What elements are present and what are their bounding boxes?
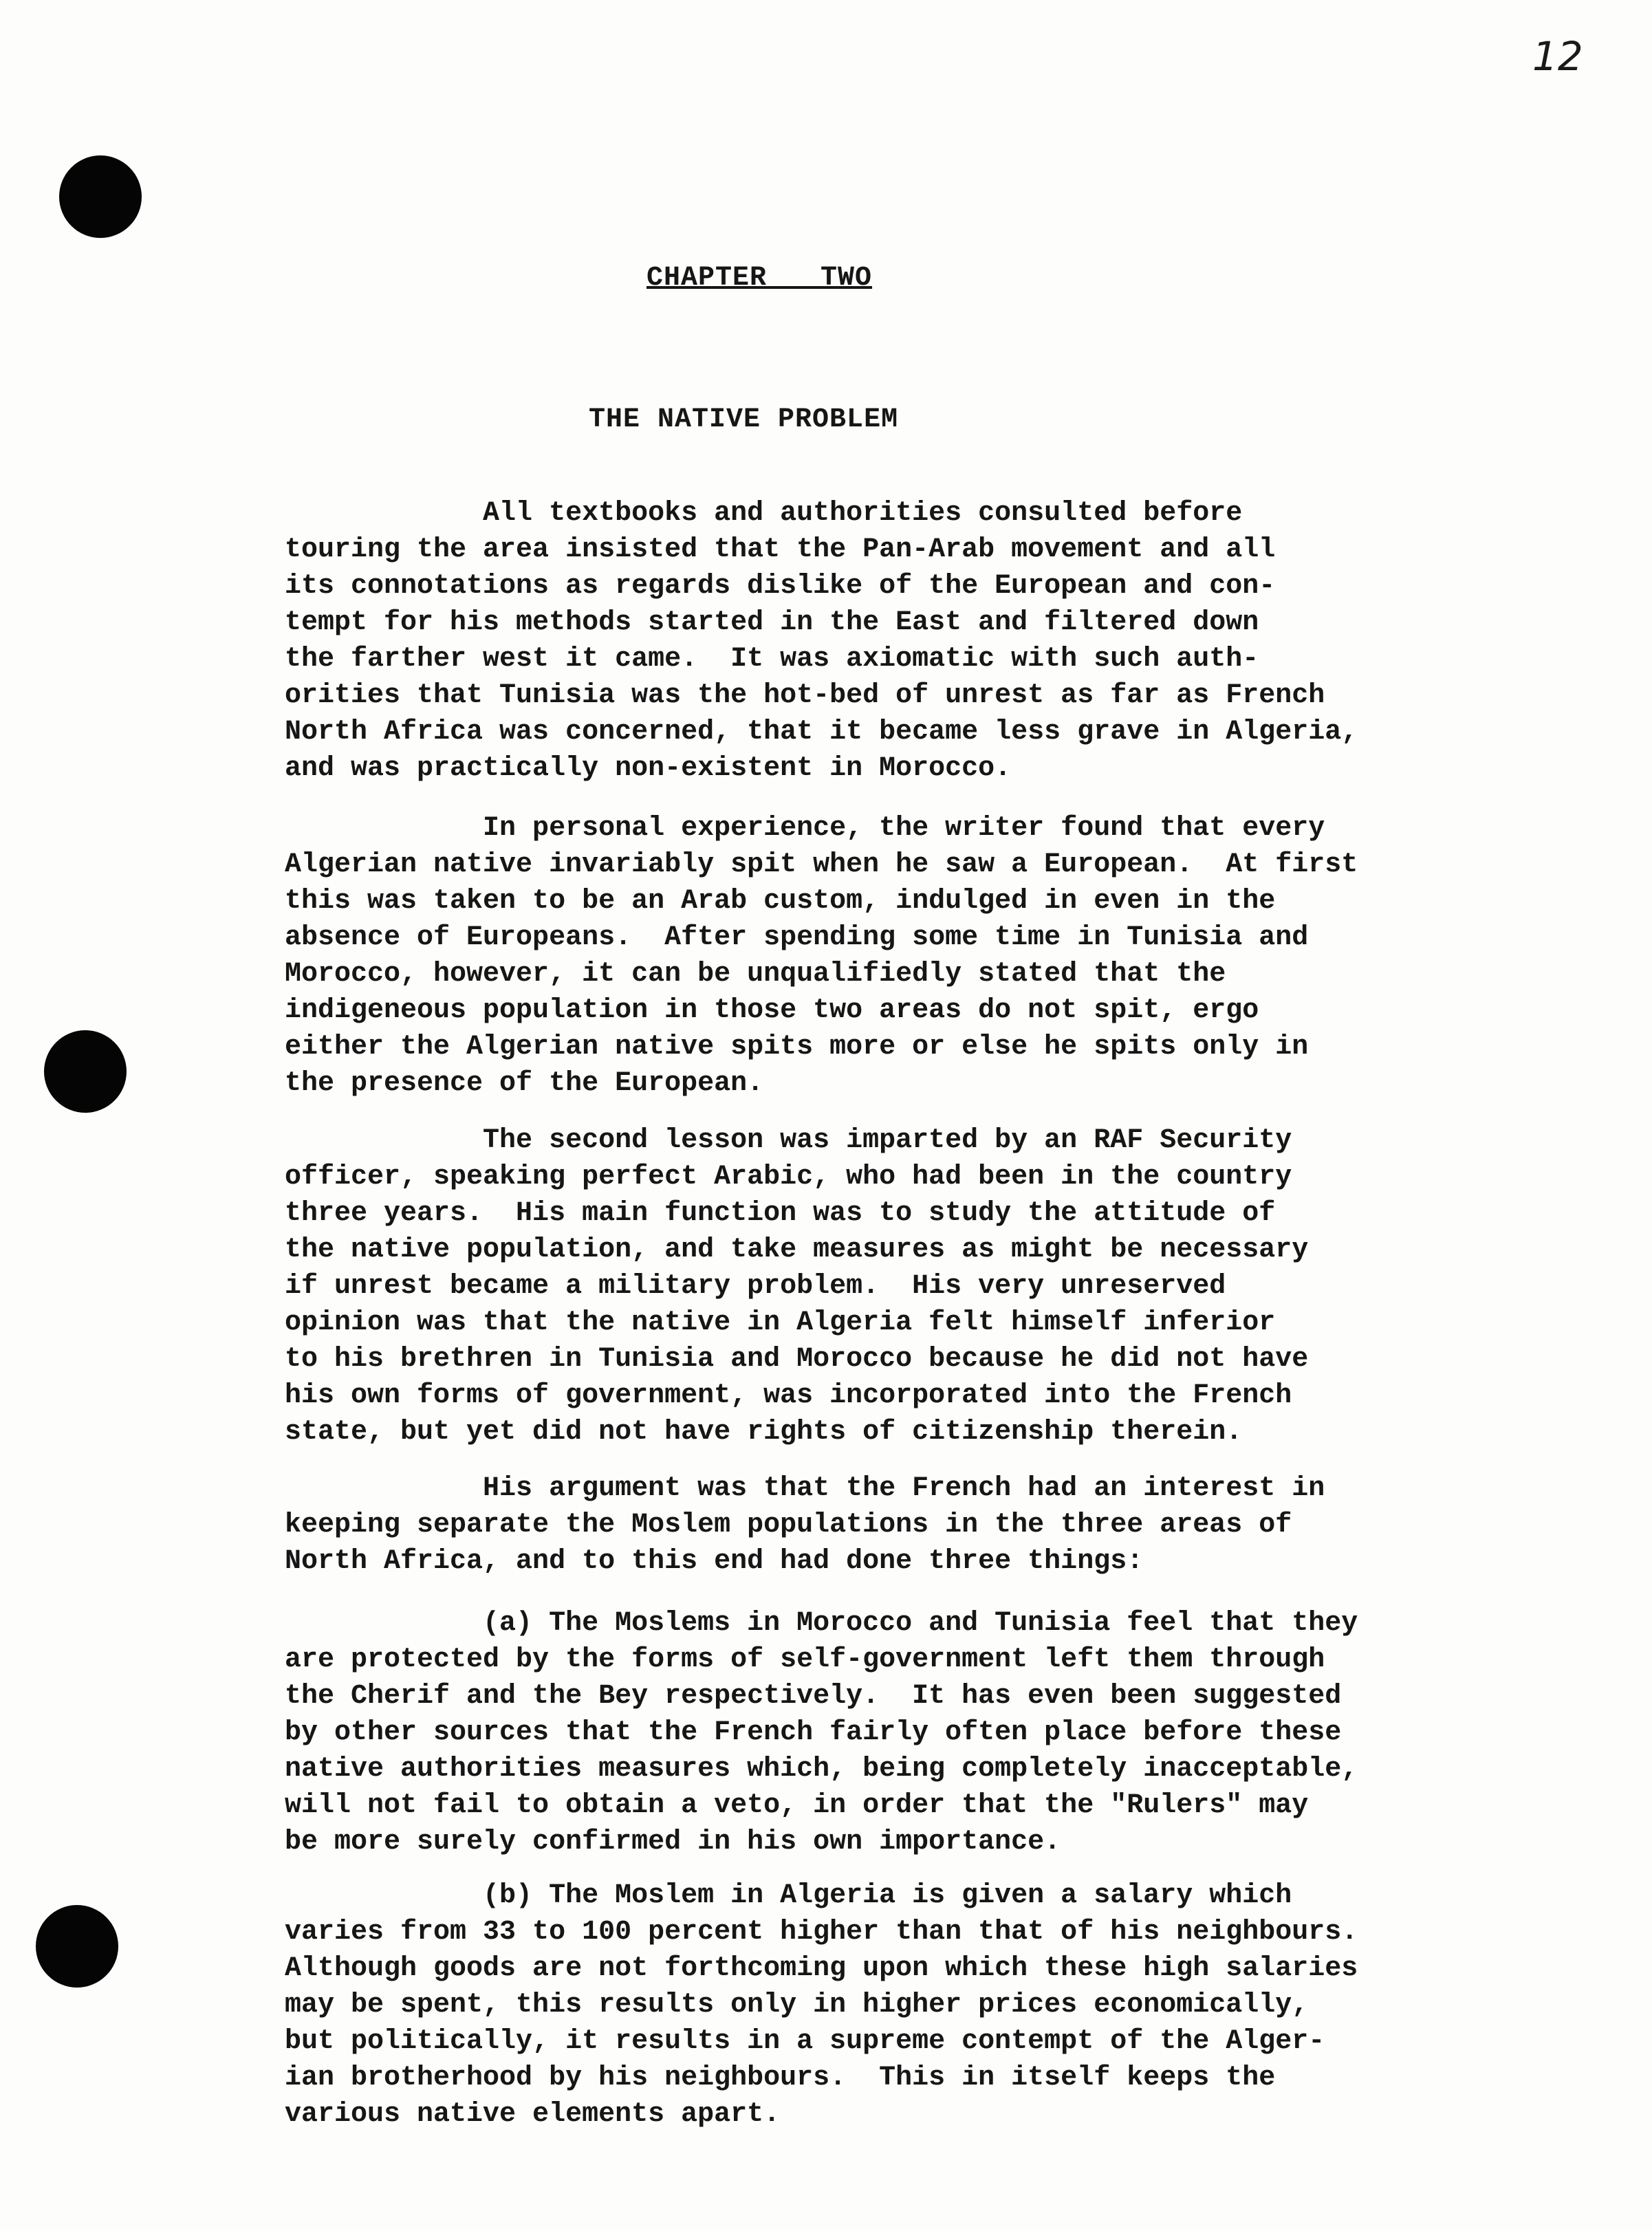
section-title: THE NATIVE PROBLEM: [589, 404, 899, 435]
chapter-title: CHAPTER TWO: [646, 263, 873, 294]
paragraph-argument: His argument was that the French had an interest in keeping separate the Moslem populations in the three areas of North Africa, and to this end had done three things:: [285, 1473, 1325, 1577]
paragraph-point-a: (a) The Moslems in Morocco and Tunisia feel that they are protected by the forms of self-government left them through the Cherif and the Bey respectively. It has even been suggested by other sources that the French fairly often place before these native authorities measures which, being completely inacceptable, will not fail to obtain a veto, in order that the "Rulers" may be more surely confirmed in his own importance.: [285, 1608, 1358, 1858]
punch-hole: [36, 1905, 118, 1988]
paragraph-second-lesson: The second lesson was imparted by an RAF Security officer, speaking perfect Arabic, who had been in the country three years. His main function was to study the attitude of the native population, and take measures as might be necessary if unrest became a military problem. His very unreserved opinion was that the native in Algeria felt himself inferior to his brethren in Tunisia and Morocco because he did not have his own forms of government, was incorporated into the French state, but yet did not have rights of citizenship therein.: [285, 1125, 1309, 1448]
paragraph-personal-experience: In personal experience, the writer found that every Algerian native invariably spit when he saw a European. At first this was taken to be an Arab custom, indulged in even in the absence of Europeans. After spending some time in Tunisia and Morocco, however, it can be unqualifiedly stated that the indigeneous population in those two areas do not spit, ergo either the Algerian native spits more or else he spits only in the presence of the European.: [285, 813, 1358, 1099]
punch-hole: [44, 1030, 127, 1113]
paragraph-point-b: (b) The Moslem in Algeria is given a salary which varies from 33 to 100 percent higher than that of his neighbours. Although goods are not forthcoming upon which these high salaries may be spent, this results only in higher prices economically, but politically, it results in a supreme contempt of the Alger- ian brotherhood by his neighbours. This in itself keeps the various native elements apart.: [285, 1880, 1358, 2130]
punch-hole: [59, 155, 142, 238]
page-number: 12: [1532, 33, 1583, 80]
paragraph-textbooks-authorities: All textbooks and authorities consulted before touring the area insisted that the Pan-Arab movement and all its connotations as regards dislike of the European and con- tempt for his methods started in the East and filtered down the farther west it came. It was axiomatic with such auth- orities that Tunisia was the hot-bed of unrest as far as French North Africa was concerned, that it became less grave in Algeria, and was practically non-existent in Morocco.: [285, 498, 1358, 784]
